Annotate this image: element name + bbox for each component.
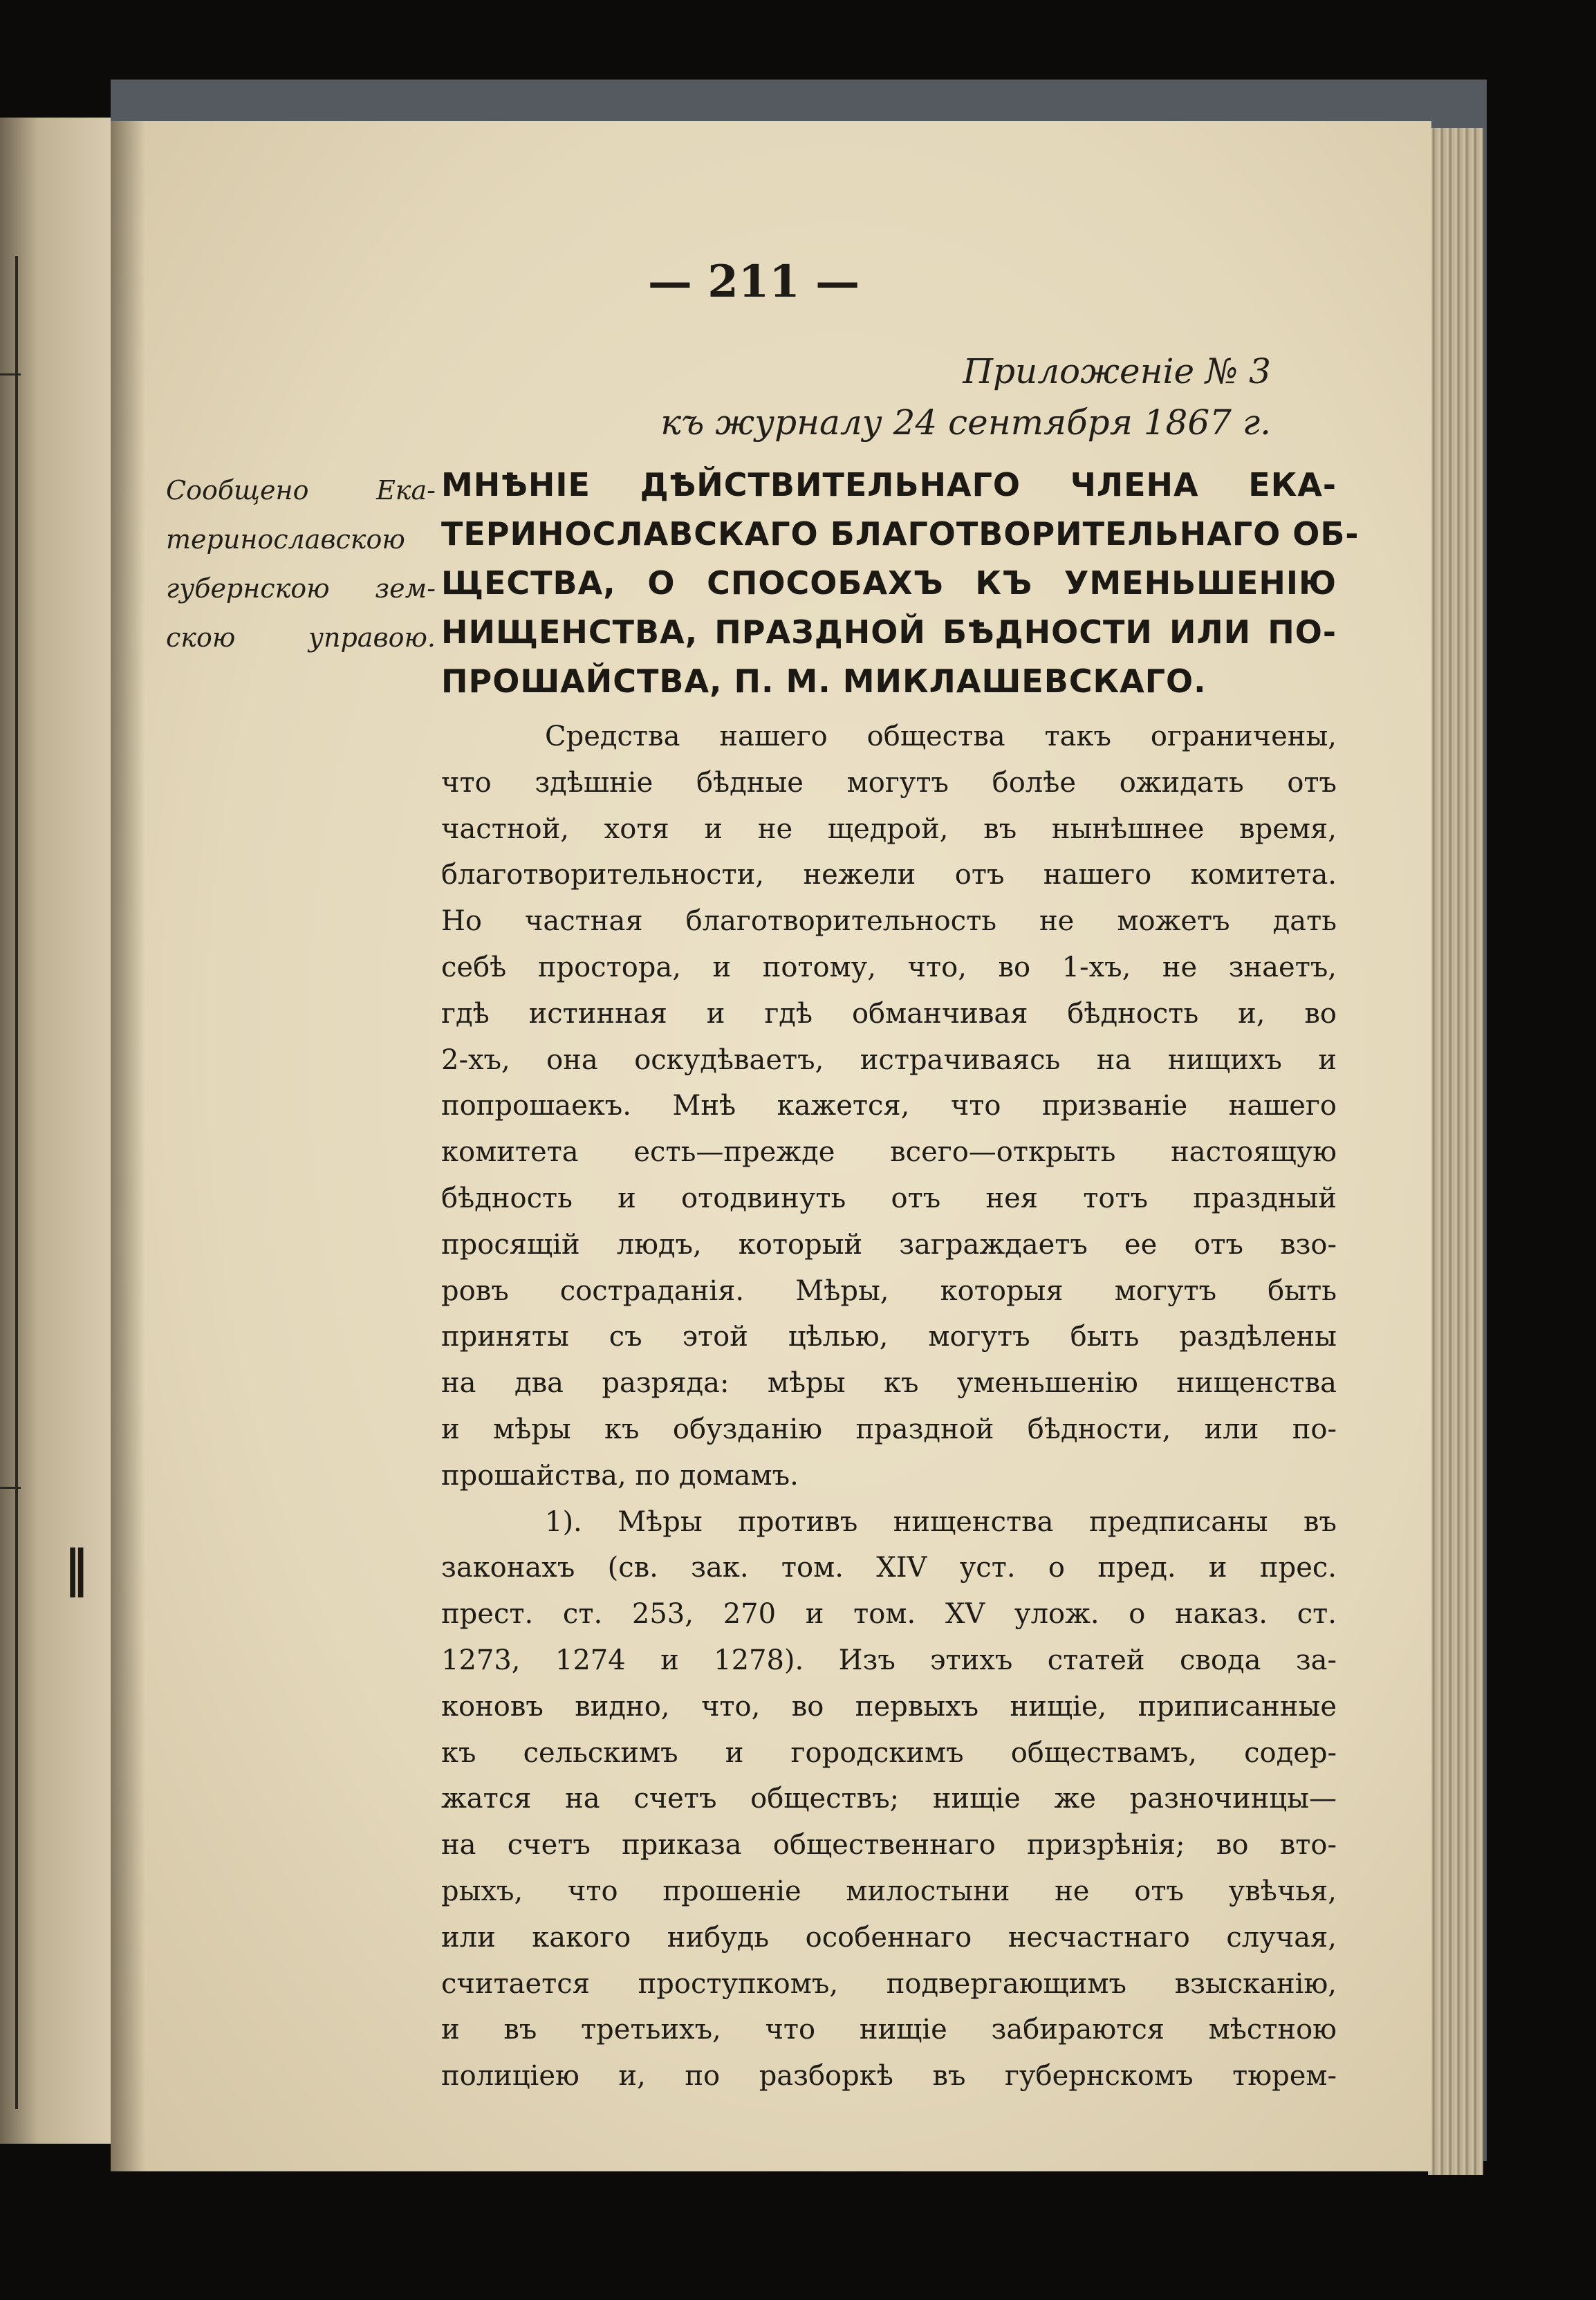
appendix-journal-date: къ журналу 24 сентября 1867 г. bbox=[660, 402, 1271, 443]
title-line: ЩЕСТВА, О СПОСОБАХЪ КЪ УМЕНЬШЕНІЮ bbox=[441, 564, 1337, 602]
body-line: приняты съ этой цѣлью, могутъ быть раздѣлены bbox=[441, 1321, 1337, 1353]
body-line: благотворительности, нежели отъ нашего комитета. bbox=[441, 859, 1337, 891]
page-edges bbox=[1428, 128, 1483, 2175]
body-line: жатся на счетъ обществъ; нищіе же разночинцы— bbox=[441, 1783, 1337, 1815]
body-line: и мѣры къ обузданію праздной бѣдности, или по- bbox=[441, 1413, 1337, 1445]
body-line: себѣ простора, и потому, что, во 1-хъ, не знаетъ, bbox=[441, 951, 1337, 983]
title-line: НИЩЕНСТВА, ПРАЗДНОЙ БѢДНОСТИ ИЛИ ПО- bbox=[441, 613, 1337, 651]
body-line: прест. ст. 253, 270 и том. XV улож. о наказ. ст. bbox=[441, 1598, 1337, 1631]
body-line: на два разряда: мѣры къ уменьшенію нищенства bbox=[441, 1367, 1337, 1400]
body-line: на счетъ приказа общественнаго призрѣнія; во вто- bbox=[441, 1829, 1337, 1862]
body-line: къ сельскимъ и городскимъ обществамъ, содер- bbox=[441, 1736, 1337, 1769]
body-line: что здѣшніе бѣдные могутъ болѣе ожидать отъ bbox=[441, 766, 1337, 799]
body-line: частной, хотя и не щедрой, въ нынѣшнее время, bbox=[441, 813, 1337, 845]
body-line: 1). Мѣры противъ нищенства предписаны въ bbox=[545, 1505, 1337, 1538]
body-line: считается проступкомъ, подвергающимъ взысканію, bbox=[441, 1967, 1337, 2000]
marginal-note bbox=[166, 466, 436, 662]
facing-page-rule-tick bbox=[0, 373, 21, 375]
marginal-note-line: скою управою. bbox=[166, 622, 436, 653]
body-text bbox=[441, 714, 1337, 2099]
body-line: Но частная благотворительность не можетъ дать bbox=[441, 905, 1337, 938]
title-line: МНѢНІЕ ДѢЙСТВИТЕЛЬНАГО ЧЛЕНА ЕКА- bbox=[441, 466, 1337, 503]
body-line: коновъ видно, что, во первыхъ нищіе, приписанные bbox=[441, 1690, 1337, 1723]
body-line: рыхъ, что прошеніе милостыни не отъ увѣчья, bbox=[441, 1875, 1337, 1907]
marginal-note-line: Сообщено Ека- bbox=[166, 475, 436, 506]
body-line: ровъ состраданія. Мѣры, которыя могутъ быть bbox=[441, 1274, 1337, 1307]
article-title bbox=[441, 461, 1360, 706]
title-line: ПРОШАЙСТВА, П. М. МИКЛАШЕВСКАГО. bbox=[441, 662, 1207, 700]
body-line: Средства нашего общества такъ ограничены, bbox=[545, 721, 1337, 752]
marginal-note-line: губернскою зем- bbox=[166, 573, 436, 604]
body-line: бѣдность и отодвинуть отъ нея тотъ праздный bbox=[441, 1182, 1337, 1214]
body-line: или какого нибудь особеннаго несчастнаго случая, bbox=[441, 1921, 1337, 1954]
facing-page-rule-tick bbox=[0, 1487, 21, 1489]
marginal-note-line: теринославскою bbox=[166, 524, 405, 555]
facing-page-edge bbox=[0, 118, 111, 2144]
body-line: прошайства, по домамъ. bbox=[441, 1459, 799, 1492]
page-gutter-shadow bbox=[111, 121, 145, 2171]
body-line: 2-хъ, она оскудѣваетъ, истрачиваясь на нищихъ и bbox=[441, 1044, 1337, 1076]
facing-page-glyph: ‖ bbox=[64, 1539, 89, 1597]
body-line: полиціею и, по разборкѣ въ губернскомъ тюрем- bbox=[441, 2060, 1337, 2093]
body-line: 1273, 1274 и 1278). Изъ этихъ статей свода за- bbox=[441, 1644, 1337, 1676]
appendix-header bbox=[660, 346, 1271, 448]
facing-page-rule bbox=[15, 256, 18, 2109]
page-number: — 211 — bbox=[647, 256, 860, 308]
body-line: просящій людъ, который заграждаетъ ее отъ взо- bbox=[441, 1228, 1337, 1261]
body-line: законахъ (св. зак. том. XIV уст. о пред. и прес. bbox=[441, 1552, 1337, 1584]
body-line: попрошаекъ. Мнѣ кажется, что призваніе нашего bbox=[441, 1090, 1337, 1122]
appendix-number: Приложеніе № 3 bbox=[963, 351, 1271, 391]
body-line: комитета есть—прежде всего—открыть настоящую bbox=[441, 1136, 1337, 1169]
title-line: ТЕРИНОСЛАВСКАГО БЛАГОТВОРИТЕЛЬНАГО ОБ- bbox=[441, 515, 1360, 553]
body-line: и въ третьихъ, что нищіе забираются мѣстною bbox=[441, 2014, 1337, 2046]
body-line: гдѣ истинная и гдѣ обманчивая бѣдность и, во bbox=[441, 997, 1337, 1030]
